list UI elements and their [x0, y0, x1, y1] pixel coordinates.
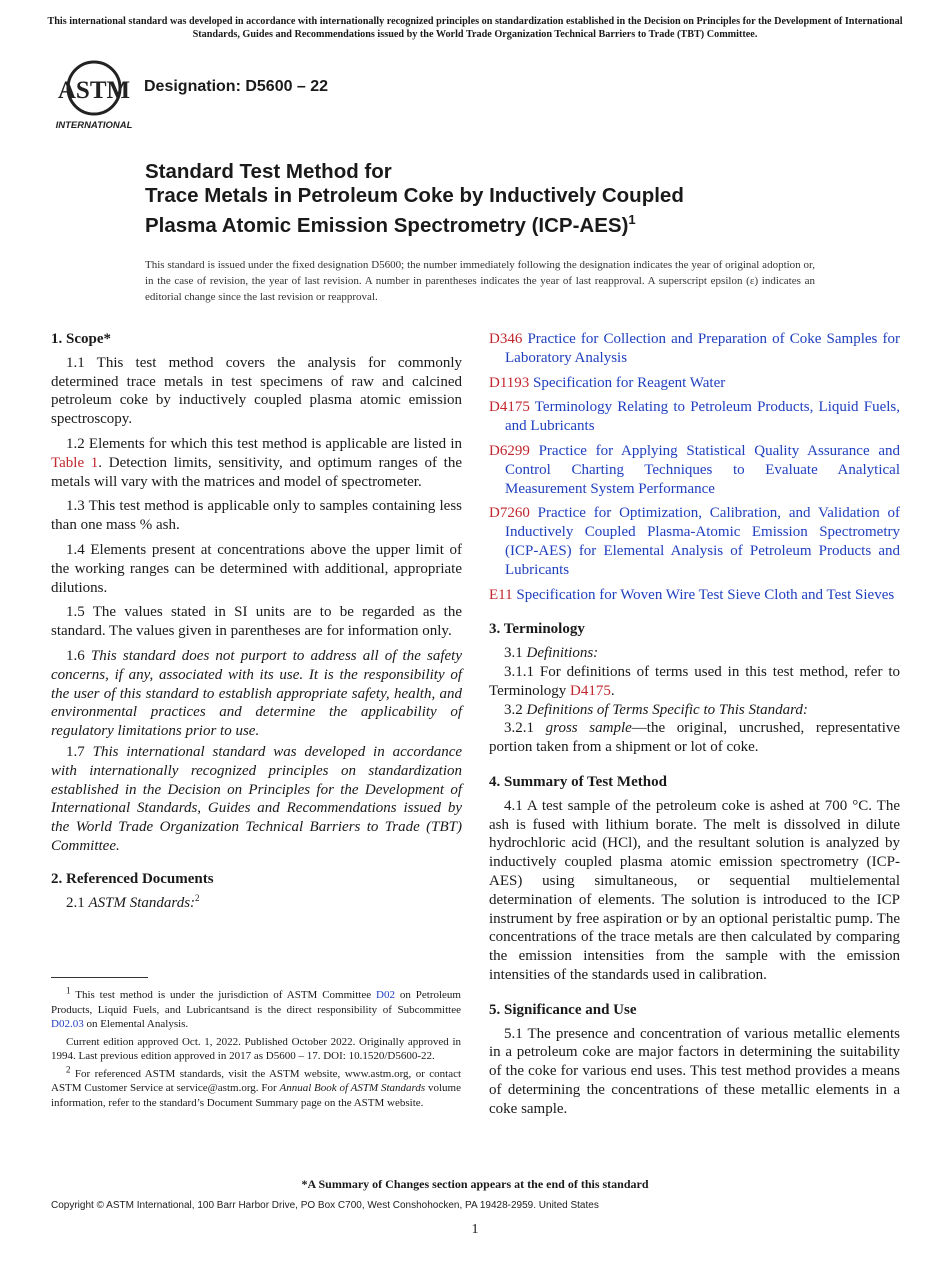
- standard-title: Terminology Relating to Petroleum Products, Liquid Fuels, and Lubricants: [505, 399, 901, 435]
- para-1-7: [51, 743, 462, 856]
- standard-code-link[interactable]: E11: [489, 586, 513, 603]
- copyright: Copyright © ASTM International, 100 Barr Harbor Drive, PO Box C700, West Conshohocken, PA 19428-2959. United States: [51, 1200, 599, 1211]
- section-referenced-heading: 2. Referenced Documents: [51, 870, 214, 887]
- title-line-3: [145, 208, 865, 238]
- para-3-1-1-text: 3.1.1 For definitions of terms used in this test method, refer to Terminology: [489, 663, 900, 699]
- standard-code-link[interactable]: D346: [489, 331, 523, 347]
- footnote-2-footer-mark: 2: [66, 1063, 71, 1074]
- footnote-1-text-c: on Elemental Analysis.: [83, 1018, 189, 1030]
- footnote-2-text-b: volume information, refer to the standard’s Document Summary page on the ASTM website.: [51, 1082, 461, 1109]
- standard-code-link[interactable]: D1193: [489, 374, 530, 391]
- list-item: [489, 586, 900, 605]
- para-3-1-1: [489, 663, 900, 701]
- list-item: [489, 442, 900, 498]
- referenced-standards-list: [489, 330, 900, 604]
- title-footnote-mark: 1: [628, 212, 636, 227]
- footnotes: [51, 985, 462, 1113]
- para-2-1: [51, 894, 462, 913]
- logo-mark-text: ASTM: [57, 77, 131, 104]
- subcommittee-link[interactable]: D02.03: [51, 1018, 84, 1030]
- standard-code-link[interactable]: D6299: [489, 442, 530, 459]
- term-definition: —the original, uncrushed, representative portion taken from a shipment or lot of coke.: [489, 720, 901, 756]
- title-line-3-text: Plasma Atomic Emission Spectrometry (ICP-AES): [145, 213, 629, 237]
- para-5-1: 5.1 The presence and concentration of various metallic elements in a petroleum coke are major factors in determining the suitability of the coke for various end uses. This test method provides a means of determining the concentrations of these metallic elements in a coke sample.: [489, 1025, 900, 1117]
- para-3-2-1: [489, 719, 900, 757]
- para-1-5: 1.5 The values stated in SI units are to be regarded as the standard. The values given in parentheses are for information only.: [51, 604, 462, 640]
- left-column: [51, 330, 462, 918]
- para-1-2-text: 1.2 Elements for which this test method is applicable are listed in: [66, 435, 462, 452]
- footnote-1-text: This test method is under the jurisdiction of ASTM Committee: [75, 989, 377, 1001]
- right-column: [489, 330, 900, 1124]
- term-gross-sample: gross sample: [545, 720, 632, 737]
- para-4-1: 4.1 A test sample of the petroleum coke is ashed at 700 °C. The ash is fused with lithium borate. The melt is dissolved in dilute hydrochloric acid (HCl), and the resultant solution is analyzed by inductively coupled plasma atomic emission spectrometry (ICP-AES) using simultaneous, or sequential multielemental determination of elements. The solution is introduced to the ICP instrument by free aspiration or by an optional peristaltic pump. The concentrations of the trace metals are then calculated by comparing the emission intensities from the sample with the emission intensities of the standards used in calibration.: [489, 797, 900, 983]
- footnote-1-mark: 1: [66, 985, 71, 996]
- para-3-2-1-number: 3.2.1: [504, 720, 546, 737]
- standard-title: Practice for Collection and Preparation of Coke Samples for Laboratory Analysis: [505, 331, 901, 366]
- section-summary-heading: 4. Summary of Test Method: [489, 773, 667, 790]
- astm-logo-mark: [52, 58, 136, 132]
- title-line-2: Trace Metals in Petroleum Coke by Inductively Coupled: [145, 184, 684, 207]
- para-1-2-text-b: . Detection limits, sensitivity, and optimum ranges of the metals will vary with the matrices and model of spectrometer.: [51, 454, 462, 490]
- standard-code-link[interactable]: D7260: [489, 505, 530, 522]
- para-3-1-1-end: .: [610, 682, 615, 699]
- page-number: 1: [471, 1222, 479, 1237]
- footnote-2-mark: 2: [195, 892, 200, 903]
- summary-of-changes-note: *A Summary of Changes section appears at the end of this standard: [301, 1177, 649, 1191]
- para-1-6-text: This standard does not purport to address all of the safety concerns, if any, associated with its use. It is the responsibility of the user of this standard to establish appropriate safety, health, and environmental practices and determine the applicability of regulatory limitations prior to use.: [51, 647, 463, 740]
- para-3-2-number: 3.2: [504, 701, 527, 718]
- para-1-1: 1.1 This test method covers the analysis for commonly determined trace metals in test specimens of raw and calcined petroleum coke by inductively coupled plasma atomic emission spectroscopy.: [51, 354, 462, 428]
- para-1-4: 1.4 Elements present at concentrations above the upper limit of the working ranges can be determined with additional, appropriate dilutions.: [51, 541, 462, 596]
- para-3-1: [489, 644, 900, 663]
- preamble: This standard is issued under the fixed designation D5600; the number immediately following the designation indicates the year of original adoption or, in the case of revision, the year of last revision. A number in parentheses indicates the year of last reapproval. A superscript epsilon (ε) indicates an editorial change since the last revision or reapproval.: [145, 259, 815, 303]
- footnote-2-text: For referenced ASTM standards, visit the ASTM website, www.astm.org, or contact ASTM Customer Service at service@astm.org. For: [51, 1067, 462, 1094]
- standard-code-link[interactable]: D4175: [489, 399, 530, 416]
- astm-logo: [52, 58, 136, 132]
- para-1-6: [51, 647, 462, 741]
- para-1-3: 1.3 This test method is applicable only to samples containing less than one mass % ash.: [51, 498, 462, 534]
- designation: Designation: D5600 – 22: [144, 78, 329, 95]
- list-item: [489, 504, 900, 579]
- edition-note: Current edition approved Oct. 1, 2022. Published October 2022. Originally approved in 1994. Last previous edition approved in 2017 as D5600 – 17. DOI: 10.1520/D5600-22.: [51, 1035, 461, 1062]
- para-1-6-number: 1.6: [66, 647, 91, 664]
- para-3-1-text: Definitions:: [526, 645, 599, 662]
- standard-title: Practice for Applying Statistical Quality Assurance and Control Charting Techniques to Evaluate Analytical Measurement System Performance: [505, 442, 901, 497]
- para-2-1-number: 2.1: [66, 894, 89, 911]
- list-item: [489, 374, 900, 393]
- document-title: [145, 160, 865, 238]
- standard-title: Practice for Optimization, Calibration, and Validation of Inductively Coupled Plasma-Atomic Emission Spectrometry (ICP-AES) for Elemental Analysis of Petroleum Products and Lubricants: [505, 505, 900, 578]
- section-terminology-heading: 3. Terminology: [489, 621, 585, 638]
- para-2-1-text: ASTM Standards:: [88, 894, 196, 911]
- footnote-1-text-b: on Petroleum Products, Liquid Fuels, and Lubricantsand is the direct responsibility of Subcommittee: [51, 989, 461, 1016]
- section-scope-heading: 1. Scope*: [51, 331, 111, 347]
- table-1-link[interactable]: Table 1: [51, 454, 99, 471]
- logo-caption: INTERNATIONAL: [55, 120, 133, 131]
- footnote-2-italic: Annual Book of ASTM Standards: [279, 1082, 426, 1094]
- standard-title: Specification for Woven Wire Test Sieve Cloth and Test Sieves: [516, 586, 895, 603]
- para-3-2-text: Definitions of Terms Specific to This Standard:: [526, 701, 808, 718]
- title-line-1: Standard Test Method for: [145, 160, 392, 183]
- para-1-2: [51, 435, 462, 491]
- section-significance-heading: 5. Significance and Use: [489, 1001, 637, 1018]
- list-item: [489, 398, 900, 436]
- standard-title: Specification for Reagent Water: [533, 374, 726, 391]
- para-3-1-number: 3.1: [504, 645, 527, 662]
- tbt-notice: This international standard was developed in accordance with internationally recognized principles on standardization established in the Decision on Principles for the Development of International Standards, Guides and Recommendations issued by the World Trade Organization Technical Barriers to Trade (TBT) Committee.: [47, 16, 903, 40]
- footnote-divider: [51, 977, 148, 978]
- d4175-link[interactable]: D4175: [570, 682, 611, 699]
- footnote-1: [51, 985, 461, 1032]
- para-3-2: [489, 701, 900, 720]
- para-1-7-number: 1.7: [66, 743, 93, 760]
- committee-d02-link[interactable]: D02: [376, 989, 395, 1001]
- para-1-7-text: This international standard was developed in accordance with internationally recognized principles on standardization established in the Decision on Principles for the Development of International Standards, Guides and Recommendations issued by the World Trade Organization Technical Barriers to Trade (TBT) Committee.: [51, 743, 463, 854]
- footnote-2: [51, 1063, 462, 1111]
- list-item: [489, 330, 900, 368]
